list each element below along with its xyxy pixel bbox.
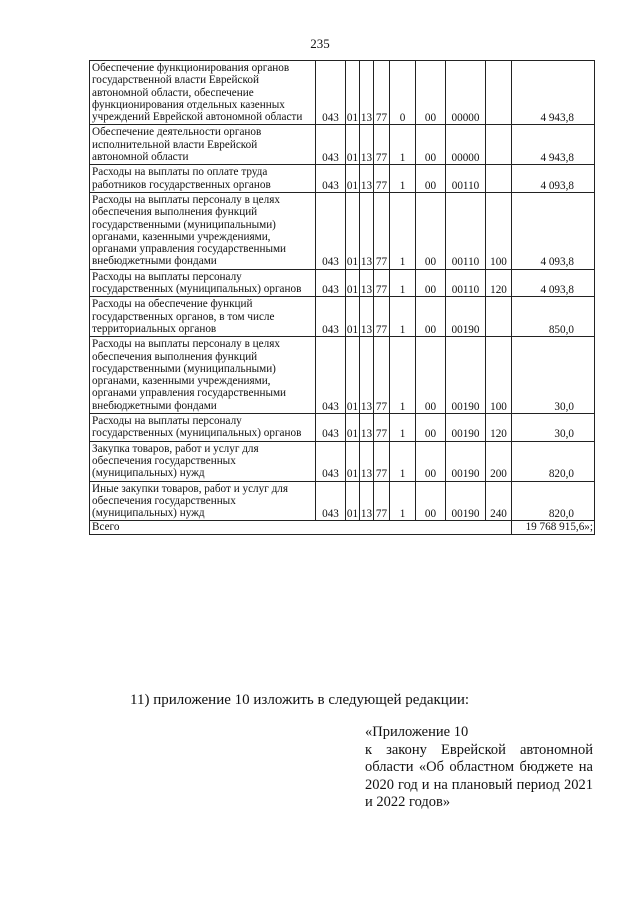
row-code-c7: 00110 xyxy=(446,192,486,269)
row-code-c8: 240 xyxy=(486,481,512,521)
row-code-c3: 13 xyxy=(360,297,374,337)
budget-table-body xyxy=(90,61,595,535)
row-name: Расходы на выплаты персоналу в целях обеспечения выполнения функций государственными (муниципальными) органами, казенными учреждениями, органами управления государственными внебюджетными фондами xyxy=(90,192,316,269)
table-row xyxy=(90,481,595,521)
row-code-c6: 00 xyxy=(416,269,446,297)
row-code-c8 xyxy=(486,297,512,337)
row-code-c4: 77 xyxy=(374,61,390,125)
row-code-c1: 043 xyxy=(316,481,346,521)
row-code-c1: 043 xyxy=(316,297,346,337)
row-code-c8: 100 xyxy=(486,337,512,414)
row-code-c4: 77 xyxy=(374,414,390,442)
row-code-c3: 13 xyxy=(360,481,374,521)
row-code-c5: 1 xyxy=(390,269,416,297)
row-code-c2: 01 xyxy=(346,481,360,521)
row-code-c7: 00190 xyxy=(446,441,486,481)
row-code-c6: 00 xyxy=(416,414,446,442)
row-code-c3: 13 xyxy=(360,414,374,442)
row-code-c1: 043 xyxy=(316,414,346,442)
row-code-c2: 01 xyxy=(346,269,360,297)
row-amount: 820,0 xyxy=(512,481,595,521)
row-code-c5: 1 xyxy=(390,165,416,193)
table-row xyxy=(90,192,595,269)
row-name: Закупка товаров, работ и услуг для обеспечения государственных (муниципальных) нужд xyxy=(90,441,316,481)
row-code-c2: 01 xyxy=(346,61,360,125)
row-code-c2: 01 xyxy=(346,125,360,165)
row-code-c1: 043 xyxy=(316,192,346,269)
total-label: Всего xyxy=(90,521,512,534)
appendix-title: «Приложение 10 xyxy=(365,724,469,740)
row-code-c1: 043 xyxy=(316,337,346,414)
row-code-c1: 043 xyxy=(316,165,346,193)
row-code-c6: 00 xyxy=(416,192,446,269)
table-row xyxy=(90,269,595,297)
row-code-c4: 77 xyxy=(374,269,390,297)
row-code-c1: 043 xyxy=(316,269,346,297)
table-row xyxy=(90,165,595,193)
row-code-c5: 1 xyxy=(390,337,416,414)
row-amount: 4 093,8 xyxy=(512,165,595,193)
row-code-c3: 13 xyxy=(360,337,374,414)
appendix-body: к закону Еврейской автономной области «Об областном бюджете на 2020 год и на плановый период 2021 и 2022 годов» xyxy=(365,741,593,810)
total-amount: 19 768 915,6»; xyxy=(512,521,595,534)
row-code-c7: 00190 xyxy=(446,414,486,442)
row-code-c4: 77 xyxy=(374,481,390,521)
row-amount: 4 093,8 xyxy=(512,269,595,297)
row-code-c7: 00190 xyxy=(446,481,486,521)
table-row xyxy=(90,297,595,337)
row-code-c4: 77 xyxy=(374,165,390,193)
table-row xyxy=(90,337,595,414)
row-code-c3: 13 xyxy=(360,61,374,125)
row-code-c5: 1 xyxy=(390,192,416,269)
row-amount: 4 943,8 xyxy=(512,61,595,125)
page-number: 235 xyxy=(310,36,330,51)
row-code-c6: 00 xyxy=(416,297,446,337)
row-code-c6: 00 xyxy=(416,61,446,125)
row-name: Обеспечение деятельности органов исполнительной власти Еврейской автономной области xyxy=(90,125,316,165)
table-row xyxy=(90,414,595,442)
row-code-c7: 00000 xyxy=(446,125,486,165)
row-code-c3: 13 xyxy=(360,192,374,269)
row-code-c8: 200 xyxy=(486,441,512,481)
row-code-c8 xyxy=(486,61,512,125)
row-code-c5: 1 xyxy=(390,481,416,521)
row-code-c6: 00 xyxy=(416,481,446,521)
row-code-c1: 043 xyxy=(316,125,346,165)
row-name: Расходы на обеспечение функций государственных органов, в том числе территориальных органов xyxy=(90,297,316,337)
total-row xyxy=(90,521,595,534)
row-code-c2: 01 xyxy=(346,165,360,193)
row-code-c5: 1 xyxy=(390,441,416,481)
row-code-c2: 01 xyxy=(346,441,360,481)
row-code-c8: 120 xyxy=(486,414,512,442)
table-row xyxy=(90,441,595,481)
row-code-c2: 01 xyxy=(346,297,360,337)
row-code-c4: 77 xyxy=(374,441,390,481)
table-row xyxy=(90,125,595,165)
appendix-heading xyxy=(365,724,593,812)
row-code-c2: 01 xyxy=(346,192,360,269)
amendment-text: 11) приложение 10 изложить в следующей редакции: xyxy=(130,692,470,708)
row-amount: 850,0 xyxy=(512,297,595,337)
row-code-c4: 77 xyxy=(374,192,390,269)
row-code-c4: 77 xyxy=(374,125,390,165)
row-code-c5: 1 xyxy=(390,414,416,442)
row-code-c5: 0 xyxy=(390,61,416,125)
row-code-c5: 1 xyxy=(390,297,416,337)
row-code-c8: 100 xyxy=(486,192,512,269)
row-code-c3: 13 xyxy=(360,125,374,165)
row-name: Обеспечение функционирования органов государственной власти Еврейской автономной области, обеспечение функционирования отдельных казенных учреждений Еврейской автономной области xyxy=(90,61,316,125)
row-code-c3: 13 xyxy=(360,441,374,481)
row-name: Расходы на выплаты по оплате труда работников государственных органов xyxy=(90,165,316,193)
row-code-c7: 00110 xyxy=(446,165,486,193)
row-amount: 4 093,8 xyxy=(512,192,595,269)
row-name: Расходы на выплаты персоналу в целях обеспечения выполнения функций государственными (муниципальными) органами, казенными учреждениями, органами управления государственными внебюджетными фондами xyxy=(90,337,316,414)
row-code-c7: 00000 xyxy=(446,61,486,125)
row-amount: 30,0 xyxy=(512,337,595,414)
budget-table xyxy=(89,60,595,535)
row-code-c5: 1 xyxy=(390,125,416,165)
row-code-c2: 01 xyxy=(346,337,360,414)
row-code-c8: 120 xyxy=(486,269,512,297)
row-code-c6: 00 xyxy=(416,125,446,165)
row-name: Иные закупки товаров, работ и услуг для обеспечения государственных (муниципальных) нужд xyxy=(90,481,316,521)
row-code-c4: 77 xyxy=(374,297,390,337)
row-code-c7: 00190 xyxy=(446,337,486,414)
row-code-c1: 043 xyxy=(316,61,346,125)
row-code-c3: 13 xyxy=(360,269,374,297)
row-code-c2: 01 xyxy=(346,414,360,442)
row-amount: 4 943,8 xyxy=(512,125,595,165)
row-code-c3: 13 xyxy=(360,165,374,193)
row-code-c7: 00110 xyxy=(446,269,486,297)
row-code-c1: 043 xyxy=(316,441,346,481)
row-name: Расходы на выплаты персоналу государственных (муниципальных) органов xyxy=(90,414,316,442)
row-code-c8 xyxy=(486,165,512,193)
row-name: Расходы на выплаты персоналу государственных (муниципальных) органов xyxy=(90,269,316,297)
row-amount: 30,0 xyxy=(512,414,595,442)
table-row xyxy=(90,61,595,125)
row-code-c6: 00 xyxy=(416,441,446,481)
row-code-c7: 00190 xyxy=(446,297,486,337)
row-code-c6: 00 xyxy=(416,337,446,414)
row-code-c8 xyxy=(486,125,512,165)
row-amount: 820,0 xyxy=(512,441,595,481)
row-code-c4: 77 xyxy=(374,337,390,414)
row-code-c6: 00 xyxy=(416,165,446,193)
